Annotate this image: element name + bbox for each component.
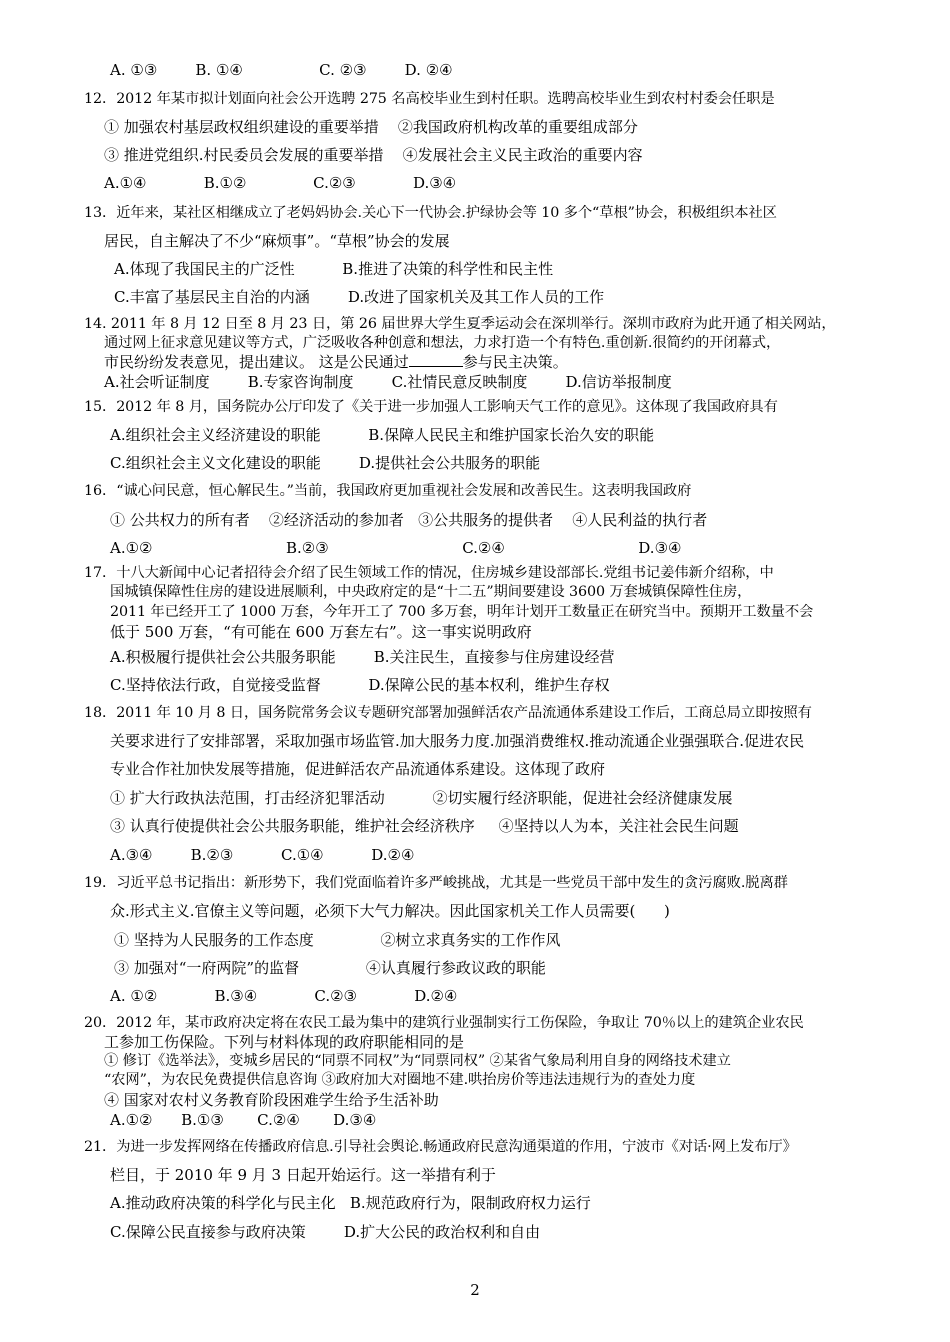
q17-options-ab: A.积极履行提供社会公共服务职能 B.关注民生，直接参与住房建设经营 [110, 648, 615, 666]
q19-item-3-4: ③ 加强对“一府两院”的监督 ④认真履行参政议政的职能 [114, 959, 546, 977]
q21-options-cd: C.保障公民直接参与政府决策 D.扩大公民的政治权利和自由 [110, 1223, 541, 1241]
q14-stem-cont-1: 通过网上征求意见建议等方式，广泛吸收各种创意和想法，力求打造一个有特色.重创新.很简约的开闭幕式， [104, 335, 781, 351]
q15-stem: 15．2012 年 8 月，国务院办公厅印发了《关于进一步加强人工影响天气工作的意见》。这体现了我国政府具有 [84, 399, 778, 415]
q17-stem-cont-3: 低于 500 万套，“有可能在 600 万套左右”。这一事实说明政府 [110, 623, 532, 641]
q16-stem: 16．“诚心问民意，恒心解民生。”当前，我国政府更加重视社会发展和改善民生。这表明我国政府 [84, 483, 692, 499]
q18-stem-cont-1: 关要求进行了安排部署，采取加强市场监管.加大服务力度.加强消费维权.推动流通企业强强联合.促进农民 [110, 732, 805, 750]
q19-item-1-2: ① 坚持为人民服务的工作态度 ②树立求真务实的工作作风 [114, 931, 561, 949]
q21-stem-cont: 栏目，于 2010 年 9 月 3 日起开始运行。这一举措有利于 [110, 1166, 496, 1184]
q15-options-cd: C.组织社会主义文化建设的职能 D.提供社会公共服务的职能 [110, 454, 541, 472]
q20-stem: 20．2012 年，某市政府决定将在农民工最为集中的建筑行业强制实行工伤保险，争取让 70％以上的建筑企业农民 [84, 1015, 804, 1031]
q20-stem-cont: 工参加工伤保险。下列与材料体现的政府职能相同的是 [104, 1033, 465, 1051]
q18-stem: 18．2011 年 10 月 8 日，国务院常务会议专题研究部署加强鲜活农产品流通体系建设工作后，工商总局立即按照有 [84, 705, 812, 721]
q19-stem-cont: 众.形式主义.官僚主义等问题，必须下大气力解决。因此国家机关工作人员需要( ) [110, 902, 670, 920]
q14-stem-end: 参与民主决策。 [462, 353, 568, 371]
q20-items-1: ① 修订《选举法》，变城乡居民的“同票不同权”为“同票同权” ②某省气象局利用自身的网络技术建立 [104, 1053, 731, 1069]
q13-stem: 13．近年来，某社区相继成立了老妈妈协会.关心下一代协会.护绿协会等 10 多个“草根”协会，积极组织本社区 [84, 205, 777, 221]
q14-stem-cont-2 [104, 352, 568, 372]
q18-options: A.③④ B.②③ C.①④ D.②④ [110, 846, 415, 864]
q19-options: A. ①② B.③④ C.②③ D.②④ [110, 987, 458, 1005]
q12-item-3-4: ③ 推进党组织.村民委员会发展的重要举措 ④发展社会主义民主政治的重要内容 [104, 146, 643, 164]
q20-items-3: ④ 国家对农村义务教育阶段困难学生给予生活补助 [104, 1091, 439, 1109]
page-number: 2 [470, 1281, 480, 1299]
q21-options-ab: A.推动政府决策的科学化与民主化 B.规范政府行为，限制政府权力运行 [110, 1194, 591, 1212]
q17-stem-cont-2: 2011 年已经开工了 1000 万套，今年开工了 700 多万套，明年计划开工数量正在研究当中。预期开工数量不会 [110, 604, 814, 620]
q17-options-cd: C.坚持依法行政，自觉接受监督 D.保障公民的基本权利，维护生存权 [110, 676, 610, 694]
q20-items-2: “农网”，为农民免费提供信息咨询 ③政府加大对圈地不建.哄抬房价等违法违规行为的查处力度 [104, 1072, 696, 1088]
q17-stem-cont-1: 国城镇保障性住房的建设进展顺利，中央政府定的是“十二五”期间要建设 3600 万套城镇保障性住房， [110, 584, 752, 600]
q17-stem: 17．十八大新闻中心记者招待会介绍了民生领域工作的情况，住房城乡建设部部长.党组书记姜伟新介绍称，中 [84, 565, 774, 581]
q14-options: A.社会听证制度 B.专家咨询制度 C.社情民意反映制度 D.信访举报制度 [104, 373, 672, 391]
q20-options: A.①② B.①③ C.②④ D.③④ [110, 1111, 377, 1129]
q18-item-3-4: ③ 认真行使提供社会公共服务职能，维护社会经济秩序 ④坚持以人为本，关注社会民生问题 [110, 817, 739, 835]
q12-options: A.①④ B.①② C.②③ D.③④ [104, 174, 457, 192]
q21-stem: 21．为进一步发挥网络在传播政府信息.引导社会舆论.畅通政府民意沟通渠道的作用，宁波市《对话·网上发布厅》 [84, 1139, 797, 1155]
q15-options-ab: A.组织社会主义经济建设的职能 B.保障人民民主和维护国家长治久安的职能 [110, 426, 655, 444]
q16-options: A.①② B.②③ C.②④ D.③④ [110, 539, 682, 557]
q16-items: ① 公共权力的所有者 ②经济活动的参加者 ③公共服务的提供者 ④人民利益的执行者 [110, 511, 708, 529]
q12-stem: 12．2012 年某市拟计划面向社会公开选聘 275 名高校毕业生到村任职。选聘高校毕业生到农村村委会任职是 [84, 91, 775, 107]
q11-options: A. ①③ B. ①④ C. ②③ D. ②④ [110, 61, 453, 79]
q18-item-1-2: ① 扩大行政执法范围，打击经济犯罪活动 ②切实履行经济职能，促进社会经济健康发展 [110, 789, 733, 807]
q13-options-cd: C.丰富了基层民主自治的内涵 D.改进了国家机关及其工作人员的工作 [114, 288, 605, 306]
q13-stem-cont: 居民，自主解决了不少“麻烦事”。“草根”协会的发展 [104, 232, 450, 250]
q14-stem: 14. 2011 年 8 月 12 日至 8 月 23 日，第 26 届世界大学生夏季运动会在深圳举行。深圳市政府为此开通了相关网站， [84, 316, 836, 332]
q12-item-1-2: ① 加强农村基层政权组织建设的重要举措 ②我国政府机构改革的重要组成部分 [104, 118, 638, 136]
q19-stem: 19．习近平总书记指出：新形势下，我们党面临着许多严峻挑战，尤其是一些党员干部中发生的贪污腐败.脱离群 [84, 875, 788, 891]
q18-stem-cont-2: 专业合作社加快发展等措施，促进鲜活农产品流通体系建设。这体现了政府 [110, 760, 606, 778]
fill-blank [409, 352, 463, 367]
q14-stem-text: 市民纷纷发表意见，提出建议。 这是公民通过 [104, 353, 409, 371]
q13-options-ab: A.体现了我国民主的广泛性 B.推进了决策的科学性和民主性 [114, 260, 554, 278]
